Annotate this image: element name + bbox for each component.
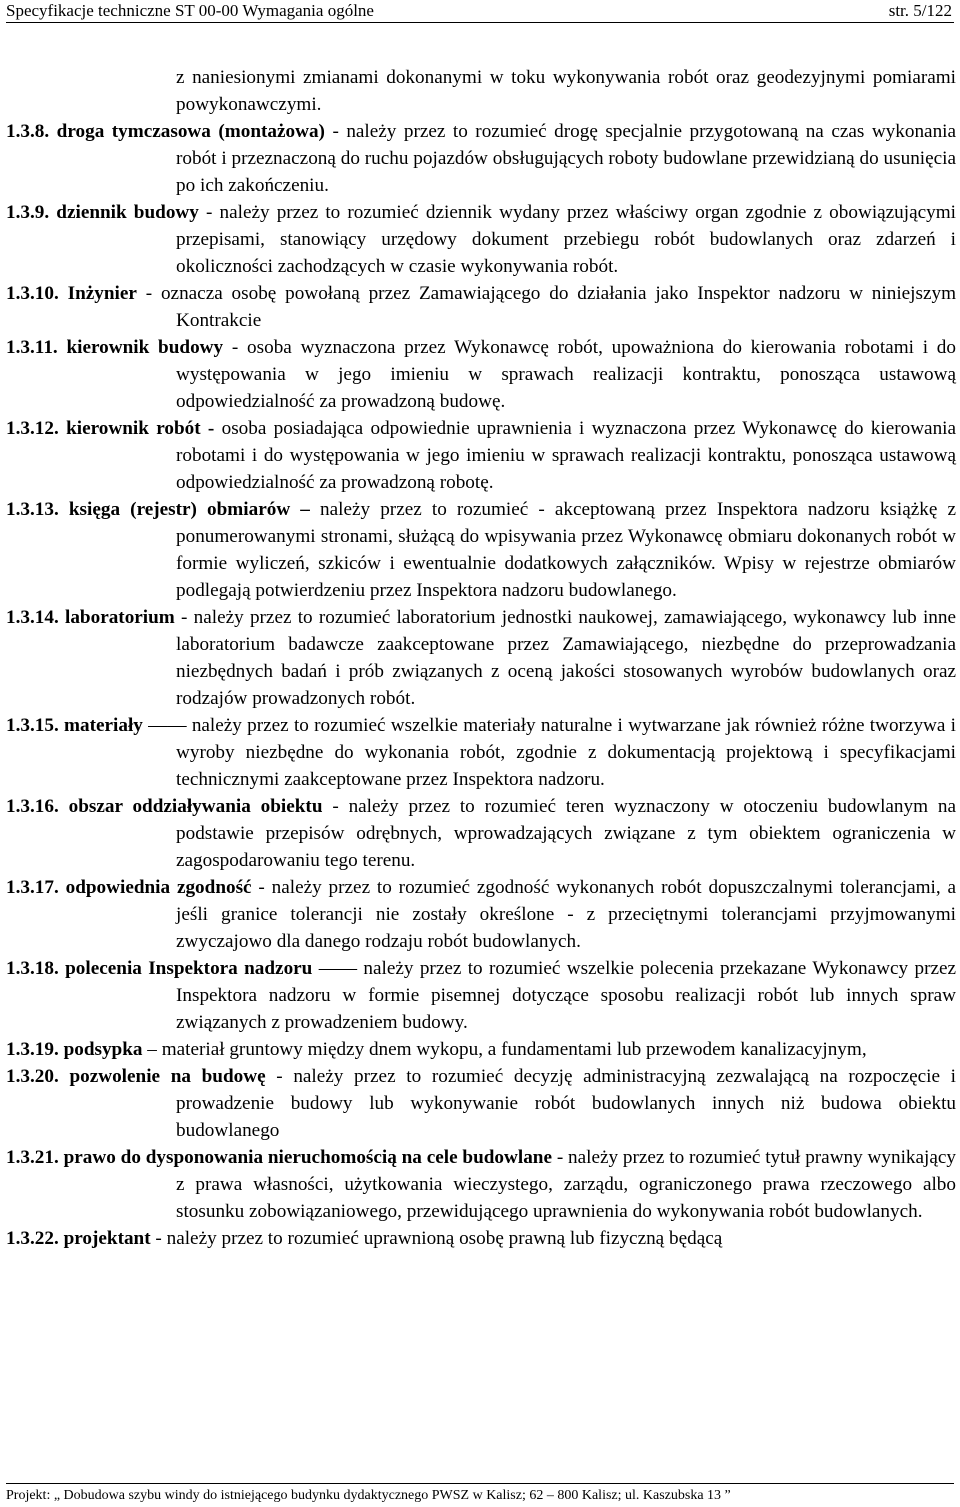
definition-1-3-14 [6,604,956,712]
definition-term: projektant [63,1228,151,1249]
definition-text: należy przez to rozumieć - akceptowaną przez Inspektora nadzoru książkę z ponumerowanymi stronami, służącą do wpisywania przez Wykonawcę obmiaru dokonanych robót w formie wyliczeń, szkiców i ewentualnie dodatkowych załączników. Wpisy w rejestrze obmiarów podlegają potwierdzeniu przez Inspektora nadzoru budowlanego. [176,499,957,601]
definition-term: kierownik robót - [66,418,215,439]
definition-text: - należy przez to rozumieć teren wyznaczony w otoczeniu budowlanym na podstawie przepisów odrębnych, wprowadzających związane z tym obiektem ograniczenia w zagospodarowaniu tego terenu. [176,796,956,871]
definition-1-3-9 [6,199,956,280]
definition-number: 1.3.9. [6,202,50,223]
definition-number: 1.3.18. [6,958,59,979]
definition-1-3-19 [6,1036,956,1063]
definition-term: dziennik budowy [56,202,199,223]
definition-term: polecenia Inspektora nadzoru [65,958,313,979]
definition-term: księga (rejestr) obmiarów – [68,499,310,520]
definition-number: 1.3.16. [6,796,59,817]
definition-1-3-22 [6,1225,956,1252]
page-number: str. 5/122 [888,1,952,20]
definition-1-3-12 [6,415,956,496]
definition-term: obszar oddziaływania obiektu [68,796,323,817]
definition-term: laboratorium [65,607,175,628]
definition-text: osoba posiadająca odpowiednie uprawnienia i wyznaczona przez Wykonawcę do kierowania robotami i do występowania w jego imieniu w sprawach realizacji kontraktu, ponosząca ustawową odpowiedzialność za prowadzoną robotę. [176,418,957,493]
definition-number: 1.3.10. [6,283,59,304]
definition-text: - należy przez to rozumieć decyzję administracyjną zezwalającą na rozpoczęcie i prowadzenie budowy lub wykonywanie robót budowlanych innych niż budowa obiektu budowlanego [176,1066,957,1141]
page-header [6,0,954,23]
definition-number: 1.3.14. [6,607,59,628]
definition-text: —— należy przez to rozumieć wszelkie polecenia przekazane Wykonawcy przez Inspektora nadzoru w formie pisemnej dotyczące sposobu realizacji robót lub innych spraw związanych z prowadzeniem budowy. [176,958,957,1033]
definition-text: - należy przez to rozumieć tytuł prawny wynikający z prawa własności, użytkowania wieczystego, zarządu, ograniczonego prawa rzeczowego albo stosunku zobowiązaniowego, przewidującego uprawnienia do wykonywania robót budowlanych. [176,1147,957,1222]
definition-term: droga tymczasowa (montażowa) [56,121,325,142]
definition-term: podsypka [63,1039,143,1060]
definition-number: 1.3.15. [6,715,59,736]
definition-1-3-11 [6,334,956,415]
definition-term: materiały [64,715,143,736]
definition-text: - oznacza osobę powołaną przez Zamawiającego do działania jako Inspektor nadzoru w niniejszym Kontrakcie [136,283,957,331]
definition-1-3-13 [6,496,956,604]
definition-1-3-18 [6,955,956,1036]
footer-project-text: Projekt: „ Dobudowa szybu windy do istniejącego budynku dydaktycznego PWSZ w Kalisz; 62 – 800 Kalisz; ul. Kaszubska 13 ” [6,1488,731,1503]
definition-text: - należy przez to rozumieć zgodność wykonanych robót dopuszczalnymi tolerancjami, a jeśli granice tolerancji nie zostały określone - z przeciętnymi tolerancjami przyjmowanymi zwyczajowo dla danego rodzaju robót budowlanych. [176,877,957,952]
definition-term: prawo do dysponowania nieruchomością na cele budowlane [63,1147,552,1168]
definition-number: 1.3.20. [6,1066,59,1087]
definition-term: odpowiednia zgodność [65,877,252,898]
definition-text: - należy przez to rozumieć drogę specjalnie przygotowaną na czas wykonania robót i przeznaczoną do ruchu pojazdów obsługujących roboty budowlane przewidzianą do usunięcia po ich zakończeniu. [176,121,957,196]
definition-text: - osoba wyznaczona przez Wykonawcę robót, upoważniona do kierowania robotami i do występowania w jego imieniu w sprawach realizacji kontraktu, ponosząca ustawową odpowiedzialność za prowadzoną budowę. [176,337,956,412]
definition-1-3-21 [6,1144,956,1225]
definition-number: 1.3.17. [6,877,59,898]
definition-number: 1.3.11. [6,337,58,358]
document-title: Specyfikacje techniczne ST 00-00 Wymagania ogólne [6,1,374,20]
definition-1-3-20 [6,1063,956,1144]
definition-text: - należy przez to rozumieć uprawnioną osobę prawną lub fizyczną będącą [150,1228,723,1249]
definition-number: 1.3.12. [6,418,59,439]
definition-number: 1.3.22. [6,1228,59,1249]
definition-term: Inżynier [67,283,137,304]
definition-text: - należy przez to rozumieć dziennik wydany przez właściwy organ zgodnie z obowiązującymi przepisami, stanowiący urzędowy dokument przebiegu robót budowlanych oraz zdarzeń i okoliczności zachodzących w czasie wykonywania robót. [176,202,956,277]
document-body [6,64,956,1252]
definition-text: —— należy przez to rozumieć wszelkie materiały naturalne i wytwarzane jak również różne tworzywa i wyroby niezbędne do wykonania robót, zgodnie z dokumentacją projektową i specyfikacjami technicznymi zaakceptowane przez Inspektora nadzoru. [142,715,957,790]
page-footer [6,1483,954,1507]
definition-1-3-10 [6,280,956,334]
definition-number: 1.3.8. [6,121,50,142]
definition-1-3-15 [6,712,956,793]
definition-text: - należy przez to rozumieć laboratorium jednostki naukowej, zamawiającego, wykonawcy lub inne laboratorium badawcze zaakceptowane przez Zamawiającego, niezbędne do przeprowadzania niezbędnych badań i prób związanych z oceną jakości stosowanych wyrobów budowlanych oraz rodzajów prowadzonych robót. [174,607,957,709]
definition-term: kierownik budowy [66,337,224,358]
definition-text: – materiał gruntowy między dnem wykopu, a fundamentami lub przewodem kanalizacyjnym, [142,1039,867,1060]
definition-number: 1.3.19. [6,1039,59,1060]
definition-1-3-16 [6,793,956,874]
definition-term: pozwolenie na budowę [69,1066,266,1087]
continuation-paragraph: z naniesionymi zmianami dokonanymi w toku wykonywania robót oraz geodezyjnymi pomiarami powykonawczymi. [176,67,956,115]
definition-1-3-8 [6,118,956,199]
definition-1-3-17 [6,874,956,955]
definition-number: 1.3.21. [6,1147,59,1168]
definition-number: 1.3.13. [6,499,59,520]
